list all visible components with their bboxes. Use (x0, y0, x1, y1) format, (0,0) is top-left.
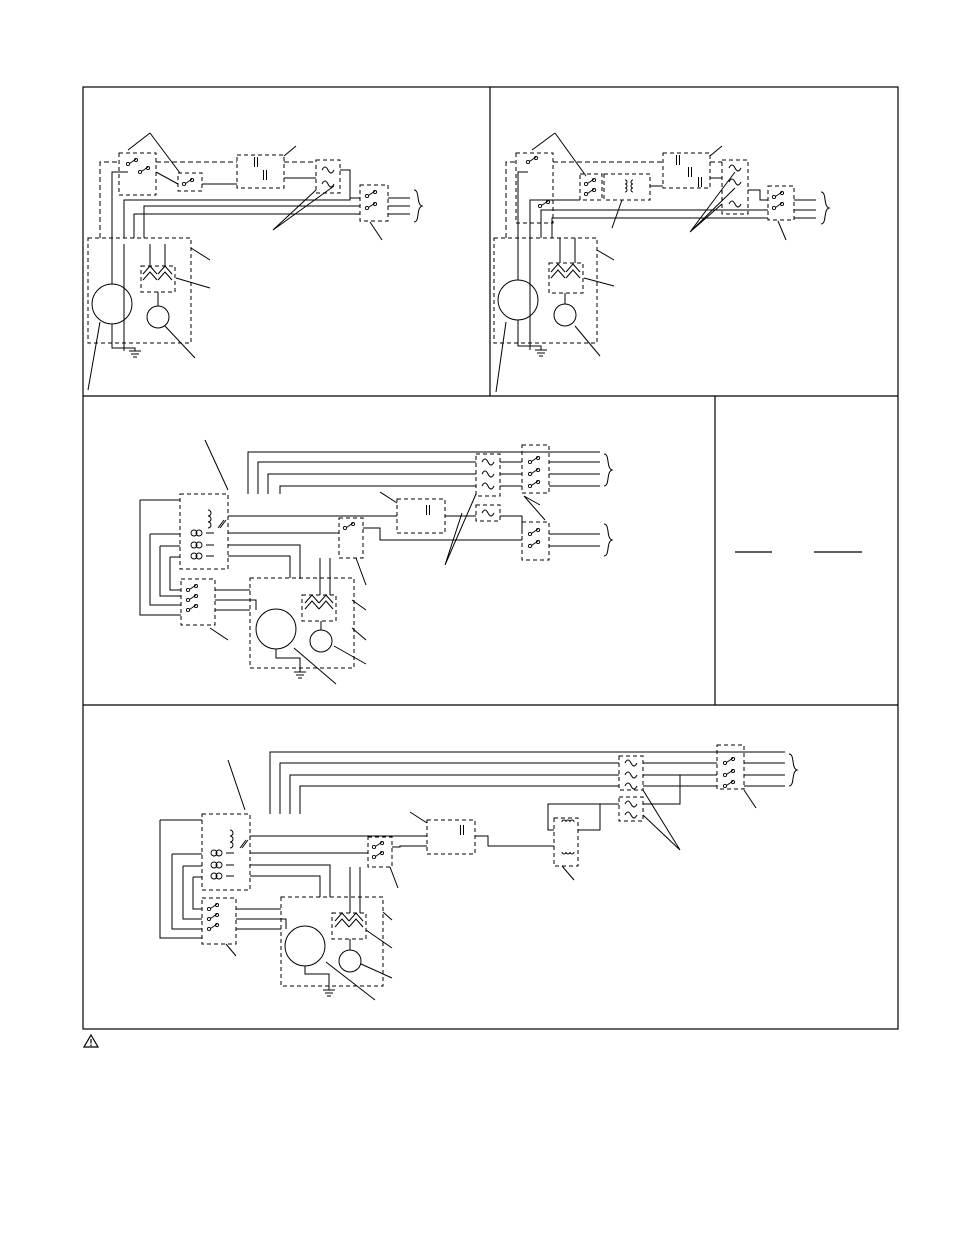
generator-d (285, 926, 325, 966)
generator-c (256, 609, 296, 649)
warning-triangle-icon (83, 1034, 99, 1048)
generator-enclosure-d (281, 897, 383, 986)
generator-enclosure-a (88, 238, 191, 343)
capacitor-box-c (397, 499, 445, 533)
control-box-c (180, 494, 228, 569)
switch-box-b-left (516, 153, 553, 223)
fuse-box-d-upper (619, 756, 643, 790)
generator-b (498, 280, 538, 320)
exciter-b (554, 304, 576, 326)
control-box-d (202, 814, 250, 890)
panel-frames (83, 87, 898, 1029)
switch-box-b-mid (580, 174, 602, 200)
generator-a (92, 284, 132, 324)
diagram-panel-a (88, 133, 422, 390)
transformer-box-d (554, 818, 578, 866)
warning-line (83, 1031, 105, 1051)
diagram-panel-d (160, 745, 797, 1000)
switch-box-d (368, 837, 392, 867)
switch-box-a-mid (178, 173, 202, 191)
capacitor-box-d (427, 820, 475, 854)
exciter-d (339, 950, 361, 972)
exciter-a (147, 306, 169, 328)
generator-enclosure-b (494, 238, 597, 343)
fuse-box-a (316, 160, 340, 193)
rectifier-box-c (302, 595, 336, 621)
rectifier-box-d (332, 913, 366, 939)
capacitor-box-b (663, 153, 710, 188)
fuse-box-d-lower (619, 797, 643, 821)
capacitor-box-a (237, 155, 284, 188)
exciter-c (310, 630, 332, 652)
diagram-panel-c (140, 440, 862, 684)
breaker-box-c-lower (522, 522, 549, 560)
diagram-panel-b (494, 133, 829, 392)
